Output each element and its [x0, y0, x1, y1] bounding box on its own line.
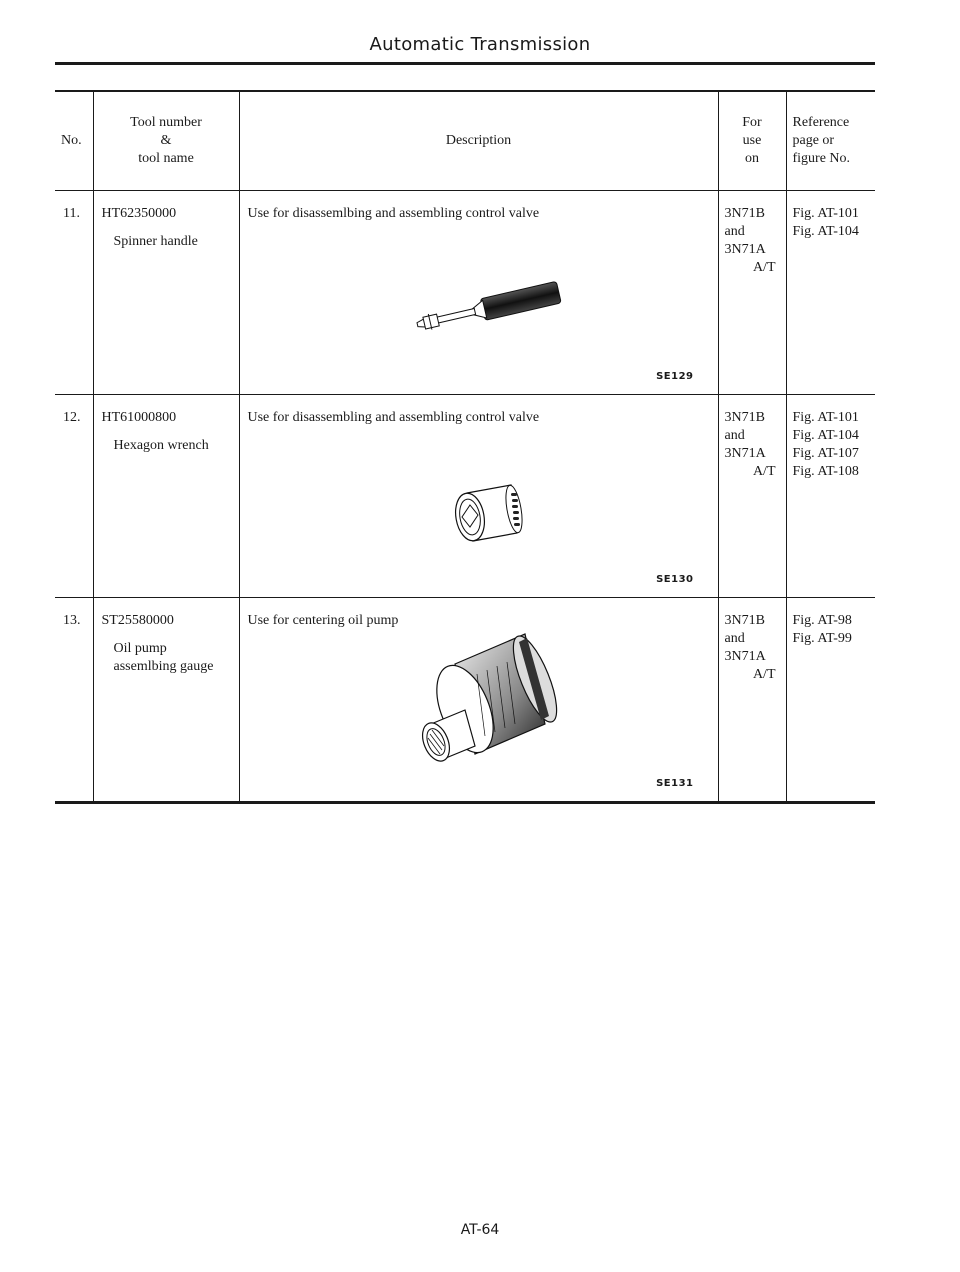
page-header-title: Automatic Transmission	[369, 34, 591, 55]
oil-pump-gauge-illustration	[415, 624, 565, 774]
tool-number: HT62350000	[101, 206, 177, 221]
header-rule	[55, 62, 875, 65]
description-text: Use for centering oil pump	[247, 613, 399, 628]
spinner-handle-illustration	[415, 275, 565, 345]
header-use-line1: For	[742, 115, 762, 130]
table-row	[55, 598, 875, 803]
tool-cell	[93, 395, 239, 598]
header-reference	[786, 91, 875, 191]
row-number-cell	[55, 395, 93, 598]
tool-name: Oil pump	[113, 641, 167, 656]
header-tool-line1: Tool number	[130, 115, 202, 130]
figure-reference: Fig. AT-99	[792, 631, 852, 646]
page-number: AT-64	[460, 1222, 500, 1238]
header-description	[239, 91, 718, 191]
use-on-model: 3N71A	[724, 446, 766, 461]
hexagon-wrench-socket-illustration	[445, 479, 535, 549]
image-reference: SE130	[656, 574, 694, 585]
reference-cell	[786, 395, 875, 598]
header-ref-line1: Reference	[792, 115, 850, 130]
use-on-model: 3N71B	[724, 613, 765, 628]
table-header-row	[55, 91, 875, 191]
row-number: 13.	[63, 613, 81, 628]
use-on-cell	[718, 395, 786, 598]
use-on-cell	[718, 598, 786, 803]
figure-reference: Fig. AT-108	[792, 464, 859, 479]
description-text: Use for disassembling and assembling control valve	[247, 410, 540, 425]
header-tool-line2: &	[160, 133, 172, 148]
header-no	[55, 91, 93, 191]
row-number-cell	[55, 191, 93, 395]
tool-name: Spinner handle	[113, 234, 198, 249]
figure-reference: Fig. AT-101	[792, 206, 859, 221]
tool-number: HT61000800	[101, 410, 177, 425]
use-on-model: 3N71B	[724, 410, 765, 425]
use-on-and: and	[724, 631, 745, 646]
use-on-model: 3N71A	[724, 242, 766, 257]
row-number-cell	[55, 598, 93, 803]
figure-reference: Fig. AT-101	[792, 410, 859, 425]
use-on-type: A/T	[752, 464, 776, 479]
header-ref-line3: figure No.	[792, 151, 851, 166]
reference-cell	[786, 191, 875, 395]
figure-reference: Fig. AT-98	[792, 613, 852, 628]
image-reference: SE131	[656, 778, 694, 789]
tool-cell	[93, 598, 239, 803]
tool-cell	[93, 191, 239, 395]
table-row	[55, 191, 875, 395]
figure-reference: Fig. AT-104	[792, 224, 859, 239]
use-on-model: 3N71B	[724, 206, 765, 221]
description-cell	[239, 191, 718, 395]
header-use-line2: use	[742, 133, 762, 148]
header-description-label: Description	[445, 133, 512, 148]
row-number: 12.	[63, 410, 81, 425]
header-use-line3: on	[745, 151, 759, 166]
description-cell	[239, 395, 718, 598]
header-tool	[93, 91, 239, 191]
use-on-and: and	[724, 224, 745, 239]
use-on-and: and	[724, 428, 745, 443]
header-use	[718, 91, 786, 191]
header-tool-line3: tool name	[138, 151, 194, 166]
table-row	[55, 395, 875, 598]
use-on-type: A/T	[752, 260, 776, 275]
tool-number: ST25580000	[101, 613, 174, 628]
description-text: Use for disassemlbing and assembling control valve	[247, 206, 540, 221]
image-reference: SE129	[656, 371, 694, 382]
description-cell	[239, 598, 718, 803]
figure-reference: Fig. AT-104	[792, 428, 859, 443]
use-on-cell	[718, 191, 786, 395]
header-ref-line2: page or	[792, 133, 835, 148]
tool-name: assemlbing gauge	[113, 659, 214, 674]
row-number: 11.	[63, 206, 80, 221]
reference-cell	[786, 598, 875, 803]
figure-reference: Fig. AT-107	[792, 446, 859, 461]
use-on-type: A/T	[752, 667, 776, 682]
special-tools-table	[55, 90, 875, 804]
tool-name: Hexagon wrench	[113, 438, 209, 453]
header-no-label: No.	[61, 133, 82, 148]
use-on-model: 3N71A	[724, 649, 766, 664]
